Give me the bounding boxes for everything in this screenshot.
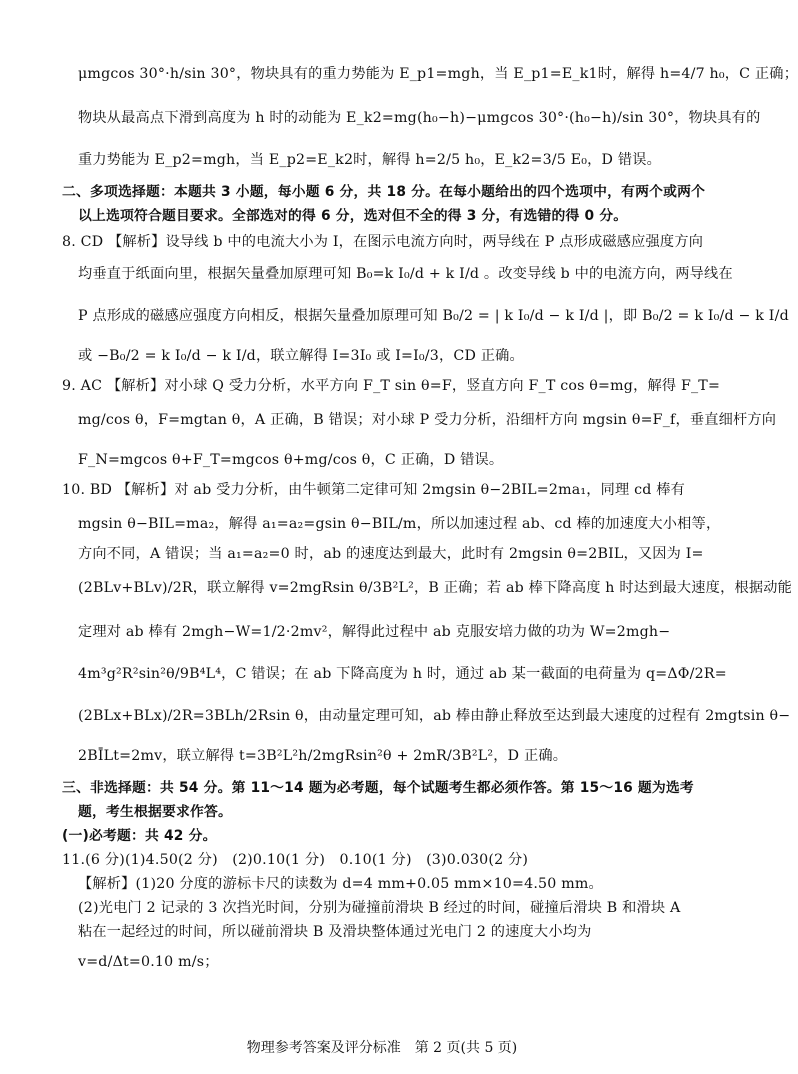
section-heading: 二、多项选择题：本题共 3 小题，每小题 6 分，共 18 分。在每小题给出的四个选项中，有两个或两个 — [62, 184, 706, 200]
text-line: 或 −B₀/2 = k I₀/d − k I/d，联立解得 I=3I₀ 或 I=I₀/3，CD 正确。 — [78, 348, 524, 364]
text-line: 粘在一起经过的时间，所以碰前滑块 B 及滑块整体通过光电门 2 的速度大小均为 — [78, 924, 592, 940]
text-line: P 点形成的磁感应强度方向相反，根据矢量叠加原理可知 B₀/2 = | k I₀/d − k I/d |，即 B₀/2 = k I₀/d − k I/d — [78, 308, 789, 324]
text-line: F_N=mgcos θ+F_T=mgcos θ+mg/cos θ，C 正确，D 错误。 — [78, 452, 504, 468]
text-line: mg/cos θ，F=mgtan θ，A 正确，B 错误；对小球 P 受力分析，沿细杆方向 mgsin θ=F_f，垂直细杆方向 — [78, 412, 777, 428]
text-line: 物块从最高点下滑到高度为 h 时的动能为 E_k2=mg(h₀−h)−μmgcos 30°·(h₀−h)/sin 30°，物块具有的 — [78, 110, 761, 126]
answer-11: 11.(6 分)(1)4.50(2 分) (2)0.10(1 分) 0.10(1 分) (3)0.030(2 分) — [62, 852, 529, 868]
section-heading: 以上选项符合题目要求。全部选对的得 6 分，选对但不全的得 3 分，有选错的得 0 分。 — [78, 208, 628, 224]
page-footer: 物理参考答案及评分标准 第 2 页(共 5 页) — [246, 1040, 518, 1056]
section-heading: 题，考生根据要求作答。 — [78, 804, 232, 820]
text-line: μmgcos 30°·h/sin 30°，物块具有的重力势能为 E_p1=mgh，当 E_p1=E_k1时，解得 h=4/7 h₀，C 正确； — [78, 66, 798, 82]
text-line: 均垂直于纸面向里，根据矢量叠加原理可知 B₀=k I₀/d + k I/d 。改变导线 b 中的电流方向，两导线在 — [78, 266, 733, 282]
text-line: 定理对 ab 棒有 2mgh−W=1/2·2mv²，解得此过程中 ab 克服安培力做的功为 W=2mgh− — [78, 624, 671, 640]
answer-8: 8. CD 【解析】设导线 b 中的电流大小为 I，在图示电流方向时，两导线在 P 点形成磁感应强度方向 — [62, 234, 704, 250]
text-line: (2)光电门 2 记录的 3 次挡光时间，分别为碰撞前滑块 B 经过的时间，碰撞后滑块 B 和滑块 A — [78, 900, 681, 916]
subsection-heading: (一)必考题：共 42 分。 — [62, 828, 217, 844]
answer-10: 10. BD 【解析】对 ab 受力分析，由牛顿第二定律可知 2mgsin θ−2BIL=2ma₁，同理 cd 棒有 — [62, 482, 686, 498]
text-line: (2BLv+BLv)/2R，联立解得 v=2mgRsin θ/3B²L²，B 正确；若 ab 棒下降高度 h 时达到最大速度，根据动能 — [78, 580, 793, 596]
answer-9: 9. AC 【解析】对小球 Q 受力分析，水平方向 F_T sin θ=F，竖直方向 F_T cos θ=mg，解得 F_T= — [62, 378, 721, 394]
text-line: 2BĪLt=2mv，联立解得 t=3B²L²h/2mgRsin²θ + 2mR/3B²L²，D 正确。 — [78, 748, 568, 764]
section-heading: 三、非选择题：共 54 分。第 11～14 题为必考题，每个试题考生都必须作答。第 15～16 题为选考 — [62, 780, 694, 796]
text-line: 重力势能为 E_p2=mgh，当 E_p2=E_k2时，解得 h=2/5 h₀，E_k2=3/5 E₀，D 错误。 — [78, 152, 661, 168]
text-line: mgsin θ−BIL=ma₂，解得 a₁=a₂=gsin θ−BIL/m，所以加速过程 ab、cd 棒的加速度大小相等， — [78, 516, 721, 532]
text-line: 4m³g²R²sin²θ/9B⁴L⁴，C 错误；在 ab 下降高度为 h 时，通过 ab 某一截面的电荷量为 q=ΔΦ/2R= — [78, 666, 727, 682]
text-line: 方向不同，A 错误；当 a₁=a₂=0 时，ab 的速度达到最大，此时有 2mgsin θ=2BIL，又因为 I= — [78, 546, 704, 562]
text-line: v=d/Δt=0.10 m/s； — [78, 954, 219, 970]
text-line: 【解析】(1)20 分度的游标卡尺的读数为 d=4 mm+0.05 mm×10=4.50 mm。 — [78, 876, 603, 892]
text-line: (2BLx+BLx)/2R=3BLh/2Rsin θ，由动量定理可知，ab 棒由静止释放至达到最大速度的过程有 2mgtsin θ− — [78, 708, 791, 724]
